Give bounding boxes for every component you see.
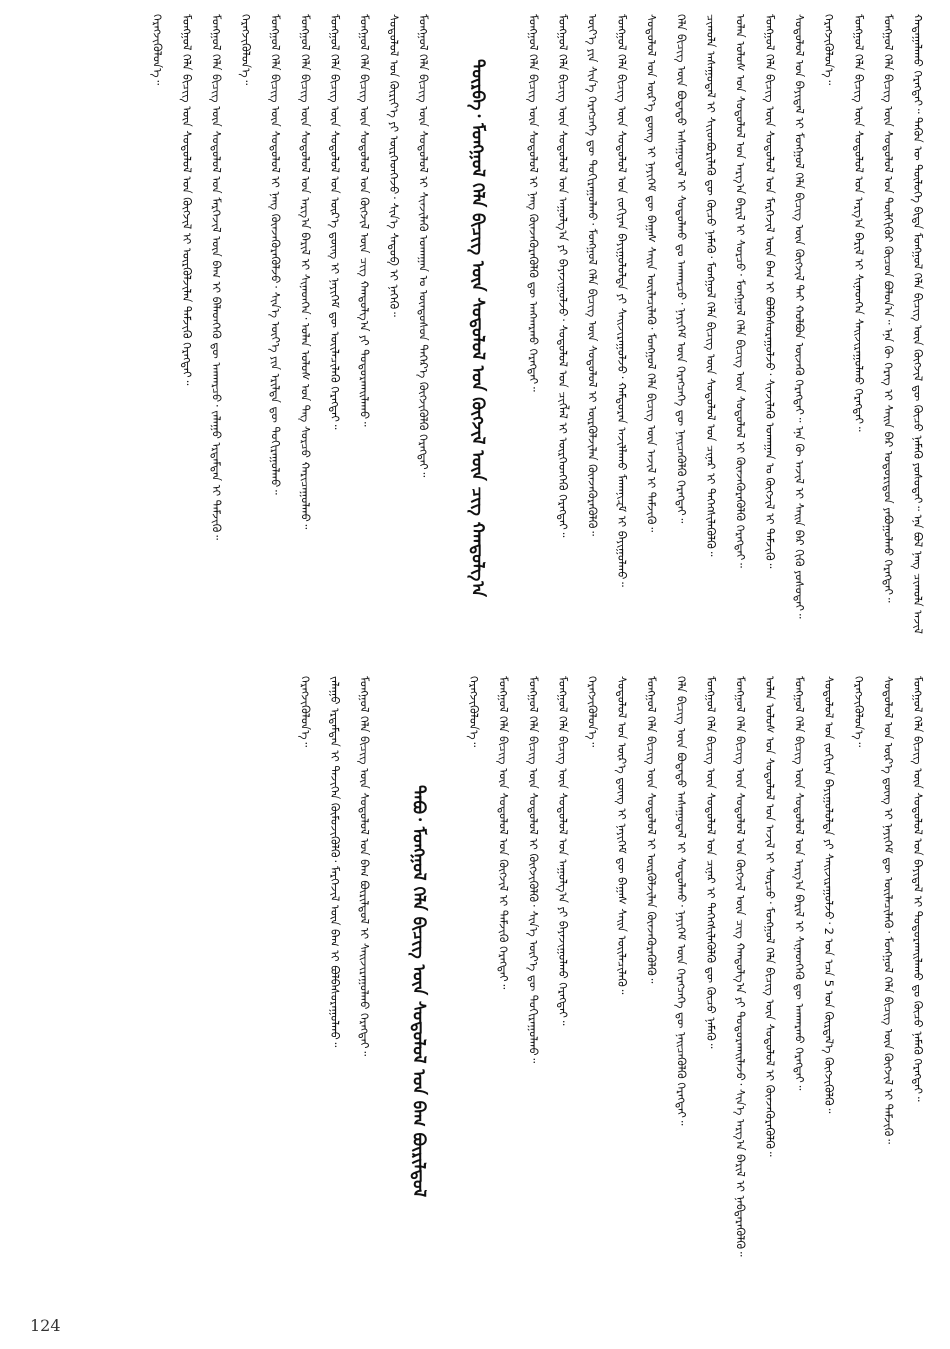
text-line: ᠦᠶ᠎ᠡ ᠶᠢᠨ ᠰᠢᠨ᠎ᠡ ᠬᠡᠷᠡᠭᠴᠡᠭᠡ ᠳᠦ ᠲᠣᠬᠢᠷᠠᠭᠤᠯᠬᠤ᠂ ᠮᠣᠩᠭᠣᠯ ᠬᠡᠯᠡ ᠪᠢᠴᠢᠭ ᠦᠨ ᠰᠤᠳᠤᠯᠤᠯ ᠢ ᠦᠷᠭᠦᠯᠵᠢᠯᠡᠨ ᠭᠦᠨᠵᠡᠭᠦᠷᠡᠭᠦᠯᠬᠦ᠃	[585, 14, 600, 536]
text-line: ᠬᠡᠷᠡᠭᠵᠢᠭᠦᠯᠦᠨ᠎ᠡ᠃	[298, 676, 313, 748]
text-line: ᠮᠣᠩᠭᠣᠯ ᠬᠡᠯᠡ ᠪᠢᠴᠢᠭ ᠦᠨ ᠰᠤᠳᠤᠯᠤᠯ ᠤᠨ ᠮᠡᠷᠭᠡᠵᠢᠯ ᠦᠨ ᠪᠠᠭ ᠢ ᠪᠡᠯᠡᠳᠬᠡᠬᠦ ᠳᠦ ᠠᠨᠬᠠᠷᠴᠤ᠂ ᠵᠠᠯᠠᠭᠤ ᠡᠷᠳᠡᠮᠲᠡᠨ ᠢ ᠳᠡᠮᠵᠢᠬᠦ᠃	[209, 14, 224, 540]
text-line: ᠮᠣᠩᠭᠣᠯ ᠬᠡᠯᠡ ᠪᠢᠴᠢᠭ ᠦᠨ ᠰᠤᠳᠤᠯᠤᠯ ᠤᠨ ᠬᠥᠭᠵᠢᠯ ᠦᠨ ᠴᠢᠭ ᠬᠠᠨᠳᠤᠯᠭ᠎ᠠ ᠶᠢ ᠲᠣᠳᠤᠷᠬᠠᠢᠯᠠᠵᠤ᠂ ᠰᠢᠨ᠎ᠡ ᠠᠷᠭ᠎ᠠ ᠪᠠᠷᠢᠯ ᠢ ᠨᠡᠪᠲᠡᠷᠡᠭᠦᠯᠬᠦ᠃	[733, 676, 748, 1257]
text-line: ᠮᠣᠩᠭᠣᠯ ᠬᠡᠯᠡ ᠪᠢᠴᠢᠭ ᠦᠨ ᠰᠤᠳᠤᠯᠤᠯ ᠤᠨ ᠴᠢᠨᠠᠷ ᠢ ᠳᠡᠭᠡᠭᠰᠢᠯᠡᠭᠦᠯᠬᠦ ᠳᠦ ᠬᠦᠴᠦ ᠨᠡᠮᠡᠬᠦ᠃	[703, 676, 718, 1049]
text-line: ᠰᠤᠳᠤᠯᠤᠯ ᠤᠨ ᠵᠣᠬᠢᠶᠠᠨ ᠪᠠᠶᠢᠭᠤᠯᠤᠯᠲᠠ ᠶᠢ ᠰᠠᠢᠵᠢᠷᠠᠭᠤᠯᠵᠤ᠂ 2 ᠤᠨ ᠡᠴᠡ 5 ᠤᠨ ᠬᠦᠷᠲᠡᠯ᠎ᠡ ᠬᠥᠭᠵᠢᠭᠦᠯᠬᠦ᠃	[822, 676, 837, 1114]
text-line: ᠬᠡᠷᠡᠭᠵᠢᠭᠦᠯᠦᠨ᠎ᠡ᠃	[239, 14, 254, 86]
text-line: ᠮᠣᠩᠭᠣᠯ ᠬᠡᠯᠡ ᠪᠢᠴᠢᠭ ᠦᠨ ᠰᠤᠳᠤᠯᠤᠯ ᠢ ᠨᠡᠩ ᠭᠦᠨᠵᠡᠭᠦᠷᠡᠭᠦᠯᠵᠦ᠂ ᠰᠢᠨ᠎ᠡ ᠦᠶ᠎ᠡ ᠶᠢᠨ ᠡᠷᠢᠯᠲᠡ ᠳᠦ ᠲᠣᠬᠢᠷᠠᠭᠤᠯᠬᠤ᠃	[268, 14, 283, 495]
text-line: ᠮᠣᠩᠭᠣᠯ ᠬᠡᠯᠡ ᠪᠢᠴᠢᠭ ᠦᠨ ᠰᠤᠳᠤᠯᠤᠯ ᠢ ᠨᠡᠩ ᠭᠦᠨᠵᠡᠭᠦᠷᠡᠭᠦᠯᠬᠦ ᠳᠦ ᠠᠩᠬᠠᠷᠬᠤ ᠬᠡᠷᠡᠭᠲᠡᠢ᠃	[526, 14, 541, 392]
page-number: 124	[30, 1316, 61, 1335]
text-line: ᠮᠣᠩᠭᠣᠯ ᠬᠡᠯᠡ ᠪᠢᠴᠢᠭ ᠦᠨ ᠰᠤᠳᠤᠯᠤᠯ ᠢ ᠰᠢᠨᠵᠢᠯᠡᠬᠦ ᠤᠬᠠᠭᠠᠨ ᠤ ᠦᠨᠳᠦᠰᠦᠨ ᠳᠡᠭᠡᠷ᠎ᠡ ᠬᠥᠭᠵᠢᠭᠦᠯᠬᠦ ᠬᠡᠷᠡᠭᠲᠡᠢ᠃	[416, 14, 431, 478]
text-line: ᠰᠤᠳᠤᠯᠤᠯ ᠤᠨ ᠦᠷ᠎ᠡ ᠳ᠋ᠦᠩ ᠢ ᠨᠡᠶᠢᠭᠡᠮ ᠳᠦ ᠪᠠᠭᠠᠰ ᠰᠠᠢᠨ ᠦᠢᠯᠡᠴᠢᠯᠡᠬᠦ᠂ ᠮᠣᠩᠭᠣᠯ ᠬᠡᠯᠡ ᠪᠢᠴᠢᠭ ᠦᠨ ᠠᠵᠢᠯ ᠢ ᠳᠡᠮᠵᠢᠬᠦ᠃	[644, 14, 659, 533]
text-line: ᠮᠣᠩᠭᠣᠯ ᠬᠡᠯᠡ ᠪᠢᠴᠢᠭ ᠦᠨ ᠰᠤᠳᠤᠯᠤᠯ ᠢ ᠬᠥᠭᠵᠢᠭᠦᠯᠬᠦ᠂ ᠰᠢᠨ᠎ᠡ ᠦᠶ᠎ᠡ ᠳᠦ ᠲᠣᠬᠢᠷᠠᠭᠤᠯᠬᠤ᠃	[526, 676, 541, 1064]
text-line: ᠮᠣᠩᠭᠣᠯ ᠬᠡᠯᠡ ᠪᠢᠴᠢᠭ ᠦᠨ ᠰᠤᠳᠤᠯᠤᠯ ᠢ ᠦᠷᠭᠦᠯᠵᠢᠯᠡᠨ ᠭᠦᠨᠵᠡᠭᠦᠷᠡᠭᠦᠯᠬᠦ᠃	[644, 676, 659, 984]
text-line: ᠮᠣᠩᠭᠣᠯ ᠬᠡᠯᠡ ᠪᠢᠴᠢᠭ ᠦᠨ ᠰᠤᠳᠤᠯᠤᠯ ᠤᠨ ᠮᠡᠷᠭᠡᠵᠢᠯ ᠦᠨ ᠪᠠᠭ ᠢ ᠪᠣᠯᠪᠠᠰᠤᠷᠠᠭᠤᠯᠵᠤ᠂ ᠰᠢᠨᠵᠢᠯᠡᠬᠦ ᠤᠬᠠᠭᠠᠨ ᠤ ᠬᠥᠭᠵᠢᠯ ᠢ ᠳᠡᠮᠵᠢᠬᠦ᠃	[763, 14, 778, 569]
text-line: ᠬᠡᠷᠡᠭᠵᠢᠭᠦᠯᠦᠨ᠎ᠡ᠃	[851, 676, 866, 748]
text-line: ᠵᠠᠯᠠᠭᠤ ᠡᠷᠳᠡᠮᠲᠡᠨ ᠢ ᠲᠡᠵᠢᠭᠡᠨ ᠬᠥᠮᠦᠵᠢᠭᠦᠯᠬᠦ᠂ ᠮᠡᠷᠭᠡᠵᠢᠯ ᠦᠨ ᠪᠠᠭ ᠢ ᠪᠣᠯᠪᠠᠰᠤᠷᠠᠭᠤᠯᠬᠤ᠃	[327, 676, 342, 1048]
text-line: ᠰᠤᠳᠤᠯᠤᠯ ᠤᠨ ᠪᠠᠶᠢᠳᠠᠯ ᠢ ᠮᠣᠩᠭᠣᠯ ᠬᠡᠯᠡ ᠪᠢᠴᠢᠭ ᠦᠨ ᠬᠥᠭᠵᠢᠯ ᠲᠡᠢ ᠬᠣᠯᠪᠣᠨ ᠦᠵᠡᠬᠦ ᠬᠡᠷᠡᠭᠲᠡᠢ᠃ ᠡᠨᠡ ᠬᠦ ᠠᠵᠢᠯ ᠢ ᠰᠠᠢᠨ ᠪᠡᠷ ᠬᠢᠬᠦ ᠶᠣᠰᠣᠲᠠᠢ᠃	[792, 14, 807, 619]
text-line: ᠰᠤᠳᠤᠯᠤᠯ ᠤᠨ ᠬᠦᠷᠢᠶ᠎ᠡ ᠶᠢ ᠥᠷᠭᠡᠳᠬᠡᠵᠦ᠂ ᠰᠢᠨ᠎ᠡ ᠰᠡᠳᠦᠪ ᠢ ᠨᠡᠭᠡᠬᠦ᠃	[387, 14, 402, 317]
text-line: ᠮᠣᠩᠭᠣᠯ ᠬᠡᠯᠡ ᠪᠢᠴᠢᠭ ᠦᠨ ᠰᠤᠳᠤᠯᠤᠯ ᠤᠨ ᠠᠭᠤᠯᠭ᠎ᠠ ᠶᠢ ᠪᠠᠶᠠᠵᠢᠭᠤᠯᠬᠤ ᠬᠡᠷᠡᠭᠲᠡᠢ᠃	[555, 676, 570, 1026]
text-line: ᠮᠣᠩᠭᠣᠯ ᠬᠡᠯᠡ ᠪᠢᠴᠢᠭ ᠦᠨ ᠰᠤᠳᠤᠯᠤᠯ ᠤᠨ ᠠᠷᠭ᠎ᠠ ᠪᠠᠷᠢᠯ ᠢ ᠰᠢᠨᠡᠳᠬᠡᠬᠦ ᠳᠦ ᠠᠨᠬᠠᠷᠬᠤ ᠬᠡᠷᠡᠭᠲᠡᠢ᠃	[792, 676, 807, 1091]
text-line: ᠬᠡᠷᠡᠭᠵᠢᠭᠦᠯᠦᠨ᠎ᠡ᠃	[467, 676, 482, 748]
text-line: ᠰᠤᠳᠤᠯᠤᠯ ᠤᠨ ᠦᠷ᠎ᠡ ᠳ᠋ᠦᠩ ᠢ ᠨᠡᠶᠢᠭᠡᠮ ᠳᠦ ᠦᠢᠯᠡᠴᠢᠯᠡᠬᠦ᠂ ᠮᠣᠩᠭᠣᠯ ᠬᠡᠯᠡ ᠪᠢᠴᠢᠭ ᠦᠨ ᠬᠥᠭᠵᠢᠯ ᠢ ᠳᠡᠮᠵᠢᠬᠦ᠃	[881, 676, 896, 1144]
text-line: ᠬᠡᠷᠡᠭᠵᠢᠭᠦᠯᠦᠨ᠎ᠡ᠃	[822, 14, 837, 86]
bottom-text-block	[0, 676, 950, 1306]
text-line: ᠮᠣᠩᠭᠣᠯ ᠬᠡᠯᠡ ᠪᠢᠴᠢᠭ ᠦᠨ ᠰᠤᠳᠤᠯᠤᠯ ᠤᠨ ᠬᠥᠭᠵᠢᠯ ᠢ ᠳᠡᠮᠵᠢᠬᠦ ᠬᠡᠷᠡᠭᠲᠡᠢ᠃	[496, 676, 511, 990]
section-heading: ᠲᠠᠪᠤ᠂ ᠮᠣᠩᠭᠣᠯ ᠬᠡᠯᠡ ᠪᠢᠴᠢᠭ ᠦᠨ ᠰᠤᠳᠤᠯᠤᠯ ᠤᠨ ᠪᠠᠭ ᠪᠦᠷᠢᠯᠳᠦᠯ	[408, 784, 429, 1198]
text-line: ᠮᠣᠩᠭᠣᠯ ᠬᠡᠯᠡ ᠪᠢᠴᠢᠭ ᠦᠨ ᠰᠤᠳᠤᠯᠤᠯ ᠤᠨ ᠠᠷᠭ᠎ᠠ ᠪᠠᠷᠢᠯ ᠢ ᠰᠢᠨᠡᠳᠬᠡᠨ ᠰᠠᠢᠵᠢᠷᠠᠭᠤᠯᠬᠤ ᠬᠡᠷᠡᠭᠲᠡᠢ᠃	[851, 14, 866, 432]
text-line: ᠬᠡᠷᠡᠭᠵᠢᠭᠦᠯᠦᠨ᠎ᠡ᠃	[150, 14, 165, 86]
text-line: ᠮᠣᠩᠭᠣᠯ ᠬᠡᠯᠡ ᠪᠢᠴᠢᠭ ᠦᠨ ᠰᠤᠳᠤᠯᠤᠯ ᠤᠨ ᠪᠠᠭ ᠪᠦᠷᠢᠯᠳᠦᠯ ᠢ ᠰᠠᠢᠵᠢᠷᠠᠭᠤᠯᠬᠤ ᠬᠡᠷᠡᠭᠲᠡᠢ᠃	[357, 676, 372, 1057]
text-line: ᠮᠣᠩᠭᠣᠯ ᠬᠡᠯᠡ ᠪᠢᠴᠢᠭ ᠦᠨ ᠰᠤᠳᠤᠯᠤᠯ ᠤᠨ ᠦᠷ᠎ᠡ ᠳ᠋ᠦᠩ ᠢ ᠨᠡᠶᠢᠭᠡᠮ ᠳᠦ ᠦᠢᠯᠡᠴᠢᠯᠡᠬᠦ ᠬᠡᠷᠡᠭᠲᠡᠢ᠃	[327, 14, 342, 430]
section-heading: ᠳᠥᠷᠪᠡ᠂ ᠮᠣᠩᠭᠣᠯ ᠬᠡᠯᠡ ᠪᠢᠴᠢᠭ ᠦᠨ ᠰᠤᠳᠤᠯᠤᠯ ᠤᠨ ᠬᠥᠭᠵᠢᠯ ᠦᠨ ᠴᠢᠭ ᠬᠠᠨᠳᠤᠯᠭ᠎ᠠ	[467, 59, 488, 597]
text-line: ᠮᠣᠩᠭᠣᠯ ᠬᠡᠯᠡ ᠪᠢᠴᠢᠭ ᠦᠨ ᠰᠤᠳᠤᠯᠤᠯ ᠤᠨ ᠠᠷᠭ᠎ᠠ ᠪᠠᠷᠢᠯ ᠢ ᠰᠢᠨᠡᠳᠬᠡᠨ᠂ ᠣᠯᠠᠨ ᠤᠯᠤᠰ ᠤᠨ ᠲᠩ ᠰᠤᠷᠴᠤ ᠬᠠᠷᠢᠴᠠᠭᠤᠯᠬᠤ᠃	[298, 14, 313, 530]
text-line: ᠬᠠᠳᠠᠭᠠᠯᠠᠬᠤ ᠬᠡᠷᠡᠭᠲᠡᠢ᠃ ᠲᠡᠭᠦᠨ ᠦ ᠲᠥᠯᠥᠭᠡ ᠪᠢᠳᠡ ᠮᠣᠩᠭᠣᠯ ᠬᠡᠯᠡ ᠪᠢᠴᠢᠭ ᠦᠨ ᠬᠥᠭᠵᠢᠯ ᠳᠦ ᠬᠦᠴᠦ ᠨᠡᠮᠡᠬᠦ ᠶᠣᠰᠣᠲᠠᠢ᠃ ᠡᠨᠡ ᠪᠣᠯ ᠨᠡᠩ ᠴᠢᠬᠤᠯᠠ ᠠᠵᠢᠯ	[911, 14, 925, 634]
text-line: ᠰᠤᠳᠤᠯᠤᠯ ᠤᠨ ᠦᠷ᠎ᠡ ᠳ᠋ᠦᠩ ᠢ ᠨᠡᠶᠢᠭᠡᠮ ᠳᠦ ᠪᠠᠭᠠᠰ ᠰᠠᠢᠨ ᠦᠢᠯᠡᠴᠢᠯᠡᠬᠦ᠃	[615, 676, 630, 995]
text-line: ᠮᠣᠩᠭᠣᠯ ᠬᠡᠯᠡ ᠪᠢᠴᠢᠭ ᠦᠨ ᠰᠤᠳᠤᠯᠤᠯ ᠤᠨ ᠪᠠᠶᠢᠳᠠᠯ ᠢ ᠲᠣᠳᠤᠷᠬᠠᠢᠯᠠᠬᠤ ᠳᠤ ᠬᠦᠴᠦ ᠨᠡᠮᠡᠬᠦ ᠬᠡᠷᠡᠭᠲᠡᠢ᠃	[911, 676, 925, 1102]
text-line: ᠮᠣᠩᠭᠣᠯ ᠬᠡᠯᠡ ᠪᠢᠴᠢᠭ ᠦᠨ ᠰᠤᠳᠤᠯᠤᠯ ᠤᠨ ᠠᠭᠤᠯᠭ᠎ᠠ ᠶᠢ ᠪᠠᠶᠠᠵᠢᠭᠤᠯᠵᠤ᠂ ᠰᠤᠳᠤᠯᠤᠯ ᠤᠨ ᠴᠢᠭᠯᠡᠯ ᠢ ᠥᠷᠭᠡᠳᠬᠡᠬᠦ ᠬᠡᠷᠡᠭᠲᠡᠢ᠃	[555, 14, 570, 538]
text-line: ᠬᠡᠷᠡᠭᠵᠢᠭᠦᠯᠦᠨ᠎ᠡ᠃	[585, 676, 600, 748]
text-line: ᠴᠢᠬᠤᠯᠠ ᠠᠰᠠᠭᠤᠳᠠᠯ ᠢ ᠰᠢᠢᠳᠪᠦᠷᠢᠯᠡᠬᠦ ᠳᠦ ᠬᠦᠴᠦ ᠨᠡᠮᠡᠬᠦ᠂ ᠮᠣᠩᠭᠣᠯ ᠬᠡᠯᠡ ᠪᠢᠴᠢᠭ ᠦᠨ ᠰᠤᠳᠤᠯᠤᠯ ᠤᠨ ᠴᠢᠨᠠᠷ ᠢ ᠳᠡᠭᠡᠭᠰᠢᠯᠡᠭᠦᠯᠬᠦ᠃	[703, 14, 718, 557]
text-line: ᠮᠣᠩᠭᠣᠯ ᠬᠡᠯᠡ ᠪᠢᠴᠢᠭ ᠦᠨ ᠰᠤᠳᠤᠯᠤᠯ ᠤᠨ ᠬᠥᠭᠵᠢᠯ ᠦᠨ ᠴᠢᠭ ᠬᠠᠨᠳᠤᠯᠭ᠎ᠠ ᠶᠢ ᠲᠣᠳᠤᠷᠬᠠᠢᠯᠠᠬᠤ᠃	[357, 14, 372, 427]
text-line: ᠬᠡᠯᠡ ᠪᠢᠴᠢᠭ ᠦᠨ ᠪᠣᠳᠠᠲᠤ ᠠᠰᠠᠭᠤᠳᠠᠯ ᠢ ᠰᠤᠳᠤᠯᠬᠤ᠂ ᠨᠡᠶᠢᠭᠡᠮ ᠦᠨ ᠬᠡᠷᠡᠭᠴᠡᠭᠡ ᠳᠦ ᠨᠡᠢᠴᠡᠭᠦᠯᠬᠦ ᠬᠡᠷᠡᠭᠲᠡᠢ᠃	[674, 676, 689, 1126]
text-line: ᠮᠣᠩᠭᠣᠯ ᠬᠡᠯᠡ ᠪᠢᠴᠢᠭ ᠦᠨ ᠰᠤᠳᠤᠯᠤᠯ ᠤᠨ ᠲᠦᠯᠬᠢᠭᠦᠷ ᠬᠦᠴᠦᠨ ᠪᠣᠯᠤᠨ᠎ᠠ᠃ ᠡᠨᠡ ᠬᠦ ᠬᠡᠷᠡᠭ ᠢ ᠰᠠᠢᠨ ᠪᠡᠷ ᠤᠳᠤᠷᠢᠳᠤᠨ ᠶᠠᠪᠤᠭᠤᠯᠬᠤ ᠬᠡᠷᠡᠭᠲᠡᠢ᠃	[881, 14, 896, 603]
text-line: ᠬᠡᠯᠡ ᠪᠢᠴᠢᠭ ᠦᠨ ᠪᠣᠳᠠᠲᠤ ᠠᠰᠠᠭᠤᠳᠠᠯ ᠢ ᠰᠤᠳᠤᠯᠬᠤ ᠳᠤ ᠠᠨᠬᠠᠷᠴᠤ᠂ ᠨᠡᠶᠢᠭᠡᠮ ᠦᠨ ᠬᠡᠷᠡᠭᠴᠡᠭᠡ ᠳᠦ ᠨᠡᠢᠴᠡᠭᠦᠯᠬᠦ ᠬᠡᠷᠡᠭᠲᠡᠢ᠃	[674, 14, 689, 524]
text-line: ᠣᠯᠠᠨ ᠤᠯᠤᠰ ᠤᠨ ᠰᠤᠳᠤᠯᠤᠯ ᠤᠨ ᠠᠷᠭ᠎ᠠ ᠪᠠᠷᠢᠯ ᠢ ᠰᠤᠷᠴᠤ᠂ ᠮᠣᠩᠭᠣᠯ ᠬᠡᠯᠡ ᠪᠢᠴᠢᠭ ᠦᠨ ᠰᠤᠳᠤᠯᠤᠯ ᠢ ᠭᠦᠨᠵᠡᠭᠦᠷᠡᠭᠦᠯᠬᠦ ᠬᠡᠷᠡᠭᠲᠡᠢ᠃	[733, 14, 748, 568]
text-line: ᠮᠣᠩᠭᠣᠯ ᠬᠡᠯᠡ ᠪᠢᠴᠢᠭ ᠦᠨ ᠰᠤᠳᠤᠯᠤᠯ ᠤᠨ ᠬᠥᠭᠵᠢᠯ ᠢ ᠦᠷᠭᠦᠯᠵᠢᠯᠡᠨ ᠳᠡᠮᠵᠢᠬᠦ ᠬᠡᠷᠡᠭᠲᠡᠢ᠃	[179, 14, 194, 386]
top-text-block	[0, 14, 950, 642]
text-line: ᠮᠣᠩᠭᠣᠯ ᠬᠡᠯᠡ ᠪᠢᠴᠢᠭ ᠦᠨ ᠰᠤᠳᠤᠯᠤᠯ ᠤᠨ ᠵᠣᠬᠢᠶᠠᠨ ᠪᠠᠶᠢᠭᠤᠯᠤᠯᠲᠠ ᠶᠢ ᠰᠠᠢᠵᠢᠷᠠᠭᠤᠯᠵᠤ᠂ ᠬᠠᠮᠲᠤᠷᠠᠨ ᠠᠵᠢᠯᠯᠠᠬᠤ ᠮᠡᠬᠠᠨᠢᠽᠮ ᠢ ᠪᠠᠶᠢᠭᠤᠯᠬᠤ᠃	[615, 14, 630, 587]
text-line: ᠣᠯᠠᠨ ᠤᠯᠤᠰ ᠤᠨ ᠰᠤᠳᠤᠯᠤᠯ ᠤᠨ ᠠᠵᠢᠯ ᠢ ᠰᠤᠷᠴᠤ᠂ ᠮᠣᠩᠭᠣᠯ ᠬᠡᠯᠡ ᠪᠢᠴᠢᠭ ᠦᠨ ᠰᠤᠳᠤᠯᠤᠯ ᠢ ᠭᠦᠨᠵᠡᠭᠦᠷᠡᠭᠦᠯᠬᠦ᠃	[763, 676, 778, 1157]
